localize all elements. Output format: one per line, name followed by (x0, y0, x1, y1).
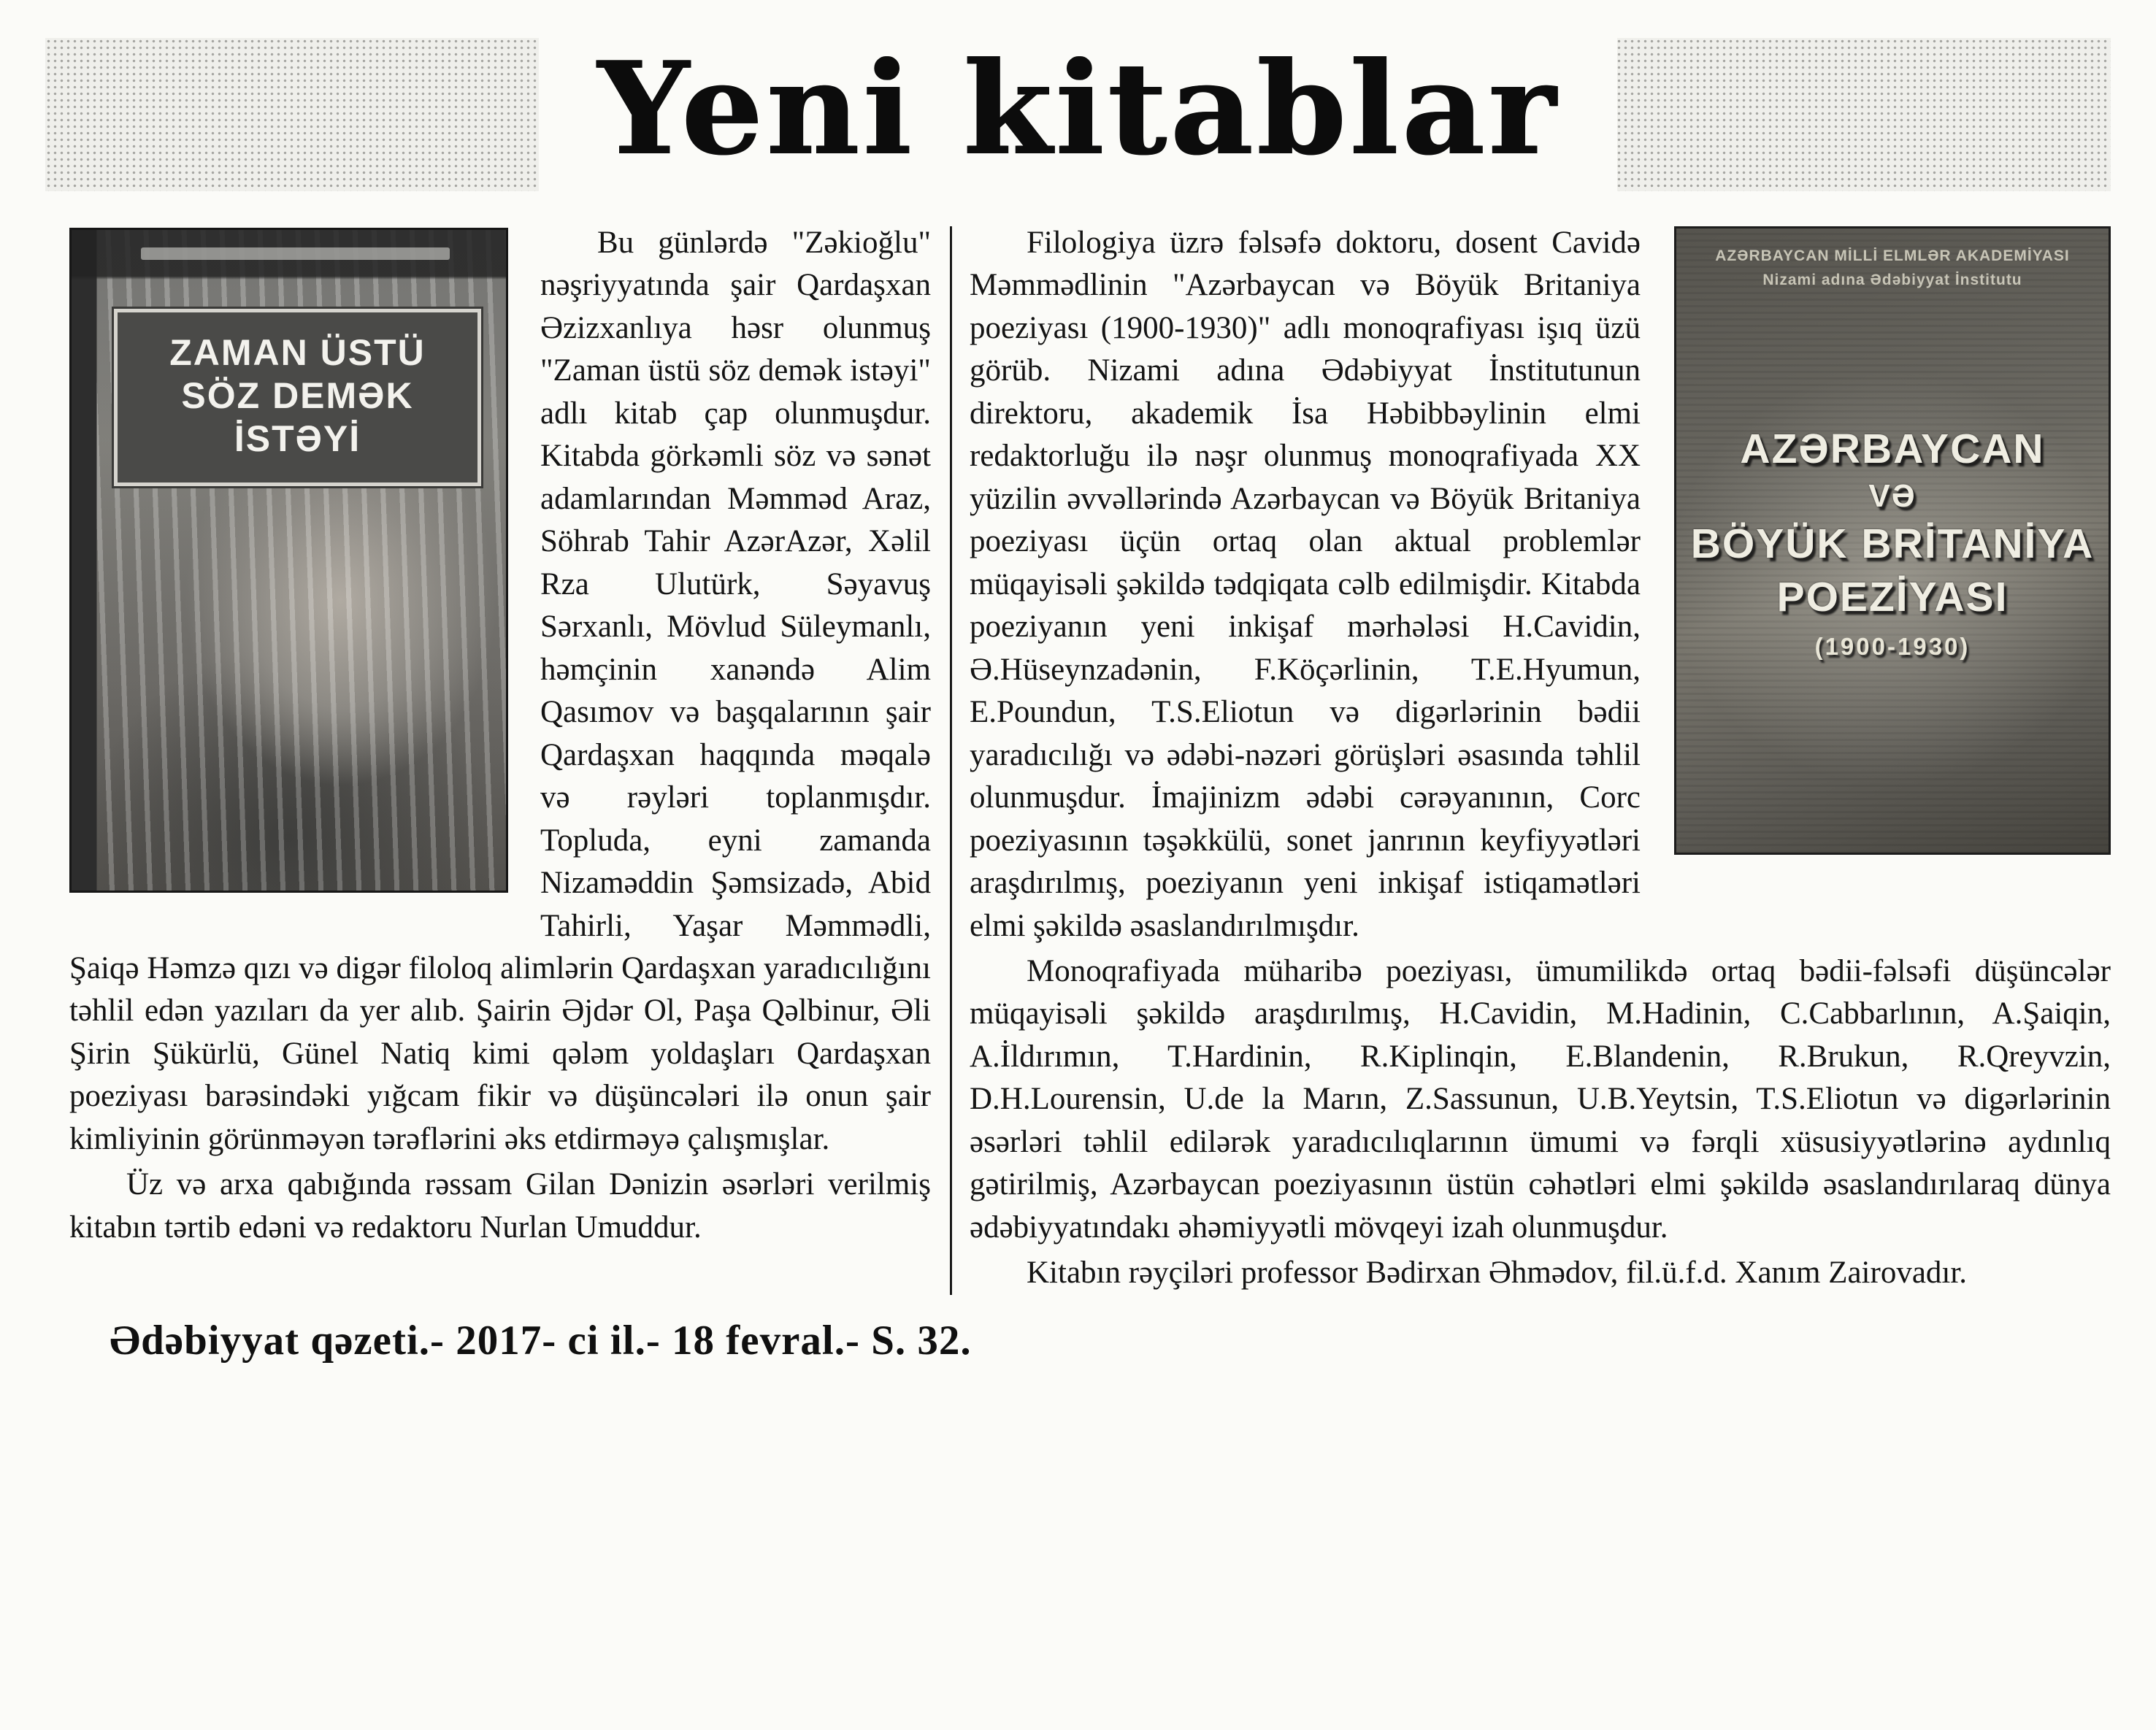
right-article-paragraph-3: Kitabın rəyçiləri professor Bədirxan Əhmədov, fil.ü.f.d. Xanım Zairovadır. (1027, 1256, 1968, 1291)
right-article-paragraph-2: Monoqrafiyada müharibə poeziyası, ümumilikdə ortaq bədii-fəlsəfi düşüncələr müqayisəli şəkildə araşdırılmış, H.Cavidin, M.Hadinin, C.Cabbarlının, A.Şaiqin, A.İldırımın, T.Hardinin, R.Kiplinqin, E.Blandenin, R.Brukun, R.Qreyvzin, D.H.Lourensin, U.de la Marın, Z.Sassunun, U.B.Yeytsin, T.S.Eliotun və digərlərinin əsərləri təhlil edilərək yaradıcılıqlarının ümumi və fərqli xüsusiyyətlərinə aydınlıq gətirilmiş, Azərbaycan poeziyasının üstün cəhətləri elmi şəkildə əsaslandırılaraq dünya ədəbiyyatındakı əhəmiyyətli mövqeyi izah olunmuşdur. (970, 953, 2111, 1245)
left-article-paragraph-2: Üz və arxa qabığında rəssam Gilan Dənizin əsərləri verilmiş kitabın tərtib edəni və redaktoru Nurlan Umuddur. (69, 1167, 931, 1245)
cover-caption-bar (141, 247, 449, 260)
citation-text: Ədəbiyyat qəzeti.- 2017- ci il.- 18 fevral.- S. 32. (110, 1317, 972, 1364)
cover-title-line-4: POEZİYASI (1776, 574, 2009, 620)
masthead-strip (45, 34, 2111, 191)
cover-header-line-2: Nizami adına Ədəbiyyat İnstitutu (1762, 271, 2022, 288)
right-article-paragraph-1: Filologiya üzrə fəlsəfə doktoru, dosent Cavidə Məmmədlinin "Azərbaycan və Böyük Britaniya poeziyası (1900-1930)" adlı monoqrafiyası işıq üzü görüb. Nizami adına Ədəbiyyat İnstitutunun direktoru, akademik İsa Həbibbəylinin elmi redaktorluğu ilə nəşr olunmuş monoqrafiyada XX yüzilin əvvəllərində Azərbaycan və Böyük Britaniya poeziyası üçün ortaq olan aktual problemlər müqayisəli şəkildə tədqiqata cəlb edilmişdir. Kitabda poeziyanın yeni inkişaf mərhələsi H.Cavidin, Ə.Hüseynzadənin, F.Köçərlinin, T.E.Hyumun, E.Poundun, T.S.Eliotun və digərlərinin bədii yaradıcılığı və ədəbi-nəzəri görüşləri əsasında təhlil olunmuşdur. İmajinizm ədəbi cərəyanının, Corc poeziyasının təşəkkülü, sonet janrının keyfiyyətləri araşdırılmış, poeziyanın yeni inkişaf istiqamətləri elmi şəkildə əsaslandırılmışdır. (970, 226, 1641, 943)
cover-title-line-1: AZƏRBAYCAN (1740, 426, 2045, 472)
book-cover-azerbaycan-britaniya (1674, 226, 2111, 855)
cover-header-line-1: AZƏRBAYCAN MİLLİ ELMLƏR AKADEMİYASI (1715, 247, 2070, 264)
cover-title-block (1685, 420, 2100, 661)
cover-publisher-header (1689, 245, 2095, 292)
page-title: Yeni kitablar (539, 38, 1617, 192)
cover-subtitle-years: (1900-1930) (1814, 633, 1971, 660)
cover-title-box (114, 309, 481, 486)
column-divider (950, 226, 952, 1295)
cover-title-line-1: ZAMAN ÜSTÜ (169, 332, 426, 373)
left-article (69, 222, 931, 1295)
book-cover-zaman-ustu (69, 228, 508, 893)
citation-line (110, 1317, 2156, 1364)
left-article-paragraph-1: Bu günlərdə "Zəkioğlu" nəşriyyatında şair Qardaşxan Əzizxanlıya həsr olunmuş "Zaman üstü söz demək istəyi" adlı kitab çap olunmuşdur. Kitabda görkəmli söz və sənət adamlarından Məmməd Araz, Söhrab Tahir AzərAzər, Xəlil Rza Ulutürk, Səyavuş Sərxanlı, Mövlud Süleymanlı, həmçinin xanəndə Alim Qasımov və başqalarının şair Qardaşxan haqqında məqalə və rəyləri toplanmışdır. Topluda, eyni zamanda Nizaməddin Şəmsizadə, Abid Tahirli, Yaşar Məmmədli, Şaiqə Həmzə qızı və digər filoloq alimlərin Qardaşxan yaradıcılığını təhlil edən yazıları da yer alıb. Şairin Əjdər Ol, Paşa Qəlbinur, Əli Şirin Şükürlü, Günel Natiq kimi qələm yoldaşları Qardaşxan poeziyası barəsindəki yığcam fikir və düşüncələri ilə onun şair kimliyinin görünməyən tərəflərini əks etdirməyə çalışmışlar. (69, 226, 931, 1156)
article-columns (69, 222, 2111, 1295)
cover-title-line-2: VƏ (1868, 478, 1917, 514)
cover-title-line-3: BÖYÜK BRİTANİYA (1690, 520, 2095, 567)
right-article (970, 222, 2111, 1295)
cover-title-line-2: SÖZ DEMƏK İSTƏYİ (181, 375, 414, 459)
